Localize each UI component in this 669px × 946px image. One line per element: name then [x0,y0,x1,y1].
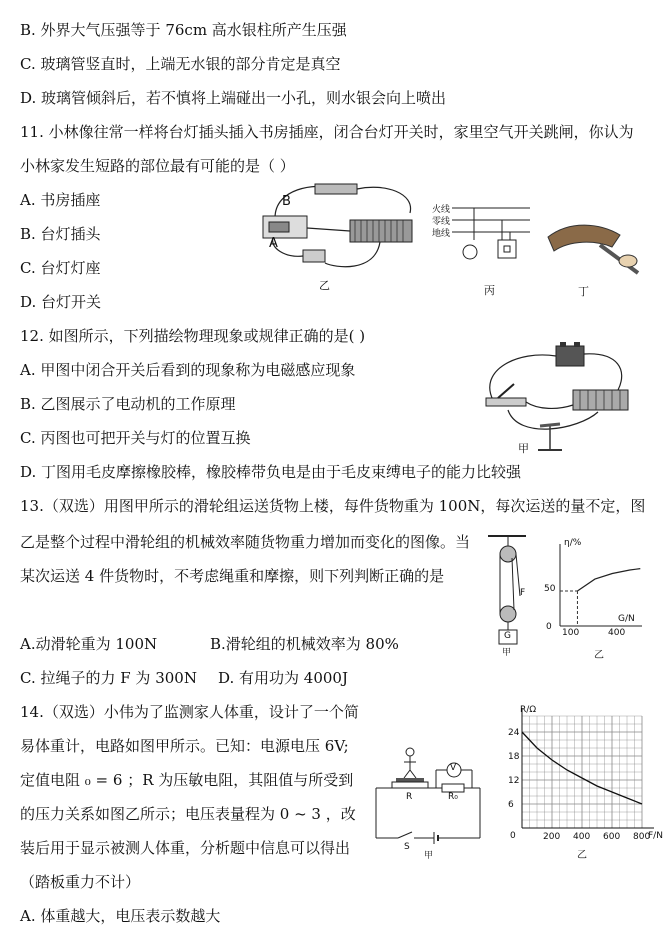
scale-label-v: V [450,763,457,773]
scale-caption: 甲 [424,851,434,861]
res-xlabel: F/N [648,831,663,841]
eff-tick-100: 100 [562,628,580,638]
q11-option-a: A. 书房插座 [20,191,101,209]
q12-option-c: C. 丙图也可把开关与灯的位置互换 [20,429,251,447]
eff-series-line [577,569,640,591]
scale-circuit-drawing [372,742,484,862]
res-tick-x: 400 [573,832,591,842]
resistance-chart [496,704,666,864]
wiring-figure [432,200,532,295]
res-tick-0: 0 [510,831,516,841]
q14-line5: 装后用于显示被测人体重，分析题中信息可以得出 [20,839,351,857]
eff-tick-0: 0 [546,622,552,632]
q12-stem: 12. 如图所示，下列描绘物理现象或规律正确的是( ) [20,327,366,345]
wiring-caption: 丙 [484,284,495,297]
circuit-drawing [255,178,425,293]
scale-label-r0: R₀ [448,792,458,802]
q13-option-c: C. 拉绳子的力 F 为 300N [20,669,197,687]
res-caption: 乙 [577,850,587,861]
q11-option-c: C. 台灯灯座 [20,259,101,277]
scale-label-s: S [404,842,410,852]
res-tick-x: 800 [633,832,651,842]
res-tick-y: 18 [508,752,520,762]
eff-tick-50: 50 [544,584,556,594]
res-ylabel: R/Ω [520,705,537,715]
q10-option-d: D. 玻璃管倾斜后，若不慎将上端碰出一小孔，则水银会向上喷出 [20,89,447,107]
label-b: B [282,194,291,209]
q13-option-b: B.滑轮组的机械效率为 80% [210,635,399,653]
q14-line2: 易体重计，电路如图甲所示。已知：电源电压 6V; [20,737,349,755]
res-tick-x: 600 [603,832,621,842]
q13-stem-line3: 某次运送 4 件货物时，不考虑绳重和摩擦，则下列判断正确的是 [20,567,445,585]
res-tick-y: 12 [508,776,520,786]
res-tick-x: 200 [543,832,561,842]
q12-option-b: B. 乙图展示了电动机的工作原理 [20,395,236,413]
label-huoxian: 火线 [432,205,451,215]
scale-circuit-figure [372,742,484,862]
res-tick-y: 24 [508,728,520,738]
q10-option-c: C. 玻璃管竖直时，上端无水银的部分肯定是真空 [20,55,341,73]
pulley-label-g: G [504,631,511,641]
q13-stem-line1: 13.（双选）用图甲所示的滑轮组运送货物上楼，每件货物重为 100N，每次运送的量不定，图 [20,497,646,515]
pulley-caption: 甲 [502,648,512,658]
label-lingxian: 零线 [432,217,451,227]
q11-stem-line1: 11. 小林像往常一样将台灯插头插入书房插座，闭合台灯开关时，家里空气开关跳闸，你认为 [20,123,634,141]
circuit-caption: 乙 [319,279,330,292]
circuit-figure [255,178,425,293]
rod-caption: 丁 [578,285,589,298]
q12-jia-drawing [478,340,648,460]
q13-stem-line2: 乙是整个过程中滑轮组的机械效率随货物重力增加而变化的图像。当 [20,533,471,551]
resistance-plot [496,704,666,864]
q12-jia-figure [478,340,648,460]
q12-jia-caption: 甲 [518,442,529,455]
q14-line1: 14.（双选）小伟为了监测家人体重，设计了一个简 [20,703,359,721]
eff-ylabel: η/% [564,538,582,548]
res-tick-y: 6 [508,800,514,810]
pulley-label-f: F [520,588,526,598]
eff-xlabel: G/N [618,614,635,624]
q11-stem-line2: 小林家发生短路的部位最有可能的是（ ） [20,157,295,175]
q14-line6: （踏板重力不计） [20,873,141,891]
q12-option-a: A. 甲图中闭合开关后看到的现象称为电磁感应现象 [20,361,356,379]
eff-tick-400: 400 [608,628,626,638]
q11-option-d: D. 台灯开关 [20,293,102,311]
q12-option-d: D. 丁图用毛皮摩擦橡胶棒，橡胶棒带负电是由于毛皮束缚电子的能力比较强 [20,463,522,481]
q14-line4: 的压力关系如图乙所示；电压表量程为 0 ~ 3 ，改 [20,805,356,823]
label-a: A [269,236,278,251]
efficiency-plot [538,536,648,660]
label-dixian: 地线 [432,229,451,239]
rod-drawing [540,215,640,285]
q13-option-d: D. 有用功为 4000J [218,669,348,687]
rod-figure [540,215,640,300]
q11-option-b: B. 台灯插头 [20,225,101,243]
q13-option-a: A.动滑轮重为 100N [20,635,158,653]
q14-option-a: A. 体重越大，电压表示数越大 [20,907,221,925]
eff-caption: 乙 [594,650,604,661]
scale-label-r: R [406,792,413,802]
efficiency-chart [538,536,648,660]
q14-line3: 定值电阻 ₀ = 6 ；R 为压敏电阻，其阻值与所受到 [20,771,354,789]
pulley-figure [482,532,532,656]
q10-option-b: B. 外界大气压强等于 76cm 高水银柱所产生压强 [20,21,347,39]
